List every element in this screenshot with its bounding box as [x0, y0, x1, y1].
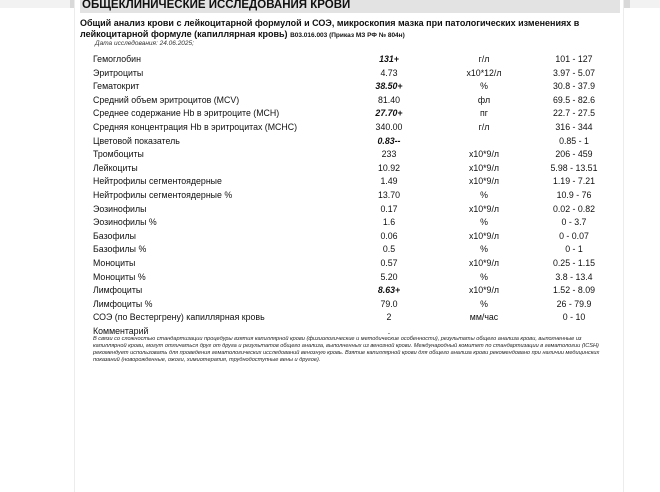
result-name: Базофилы %	[93, 244, 147, 255]
result-unit: %	[480, 81, 488, 92]
analysis-title-text: Общий анализ крови с лейкоцитарной формулой и СОЭ, микроскопия мазка при патологических изменениях в лейкоцитарной формуле (капиллярная кровь)	[80, 18, 580, 39]
result-row	[93, 257, 613, 271]
result-row	[93, 80, 613, 94]
result-row	[93, 121, 613, 135]
result-value: 5.20	[380, 271, 398, 282]
result-reference: 0.25 - 1.15	[552, 257, 596, 268]
result-reference: 0.85 - 1	[559, 135, 589, 146]
result-value: 4.73	[380, 67, 398, 78]
result-unit: %	[480, 217, 488, 228]
result-row	[93, 67, 613, 81]
result-unit: x10*9/л	[468, 176, 500, 187]
result-name: Гематокрит	[93, 81, 140, 92]
result-row	[93, 311, 613, 325]
result-reference: 30.8 - 37.9	[552, 81, 596, 92]
result-reference: 316 - 344	[555, 121, 593, 132]
result-unit: %	[480, 244, 488, 255]
result-unit: x10*12/л	[466, 67, 502, 78]
result-unit: x10*9/л	[468, 162, 500, 173]
result-value: 8.63+	[377, 285, 401, 296]
result-unit: %	[480, 189, 488, 200]
result-name: Лимфоциты %	[93, 298, 153, 309]
result-reference: 0 - 1	[565, 244, 583, 255]
result-unit: x10*9/л	[468, 149, 500, 160]
result-unit: x10*9/л	[468, 230, 500, 241]
result-row	[93, 107, 613, 121]
result-row	[93, 162, 613, 176]
result-row	[93, 271, 613, 285]
study-date: Дата исследования: 24.06.2025;	[95, 40, 194, 47]
result-value: 1.6	[382, 217, 396, 228]
result-name: Моноциты	[93, 257, 136, 268]
result-value: 79.0	[380, 298, 398, 309]
result-name: Лейкоциты	[93, 162, 138, 173]
result-name: Тромбоциты	[93, 149, 144, 160]
result-row	[93, 175, 613, 189]
result-unit: x10*9/л	[468, 257, 500, 268]
result-reference: 1.19 - 7.21	[552, 176, 596, 187]
result-reference: 0 - 10	[562, 312, 586, 323]
result-unit: г/л	[478, 54, 490, 64]
section-title: ОБЩЕКЛИНИЧЕСКИЕ ИССЛЕДОВАНИЯ КРОВИ	[80, 0, 620, 13]
result-name: Лимфоциты	[93, 285, 143, 296]
result-name: Среднее содержание Hb в эритроците (MCH)	[93, 108, 280, 119]
result-reference: 10.9 - 76	[556, 189, 592, 200]
result-reference: 0 - 3.7	[561, 217, 587, 228]
result-value: 2	[386, 312, 392, 323]
result-name: Средняя концентрация Hb в эритроцитах (MCHC)	[93, 121, 298, 132]
result-row	[93, 189, 613, 203]
result-name: Комментарий	[93, 325, 149, 336]
result-row	[93, 298, 613, 312]
result-name: Нейтрофилы сегментоядерные %	[93, 189, 233, 200]
result-name: Цветовой показатель	[93, 135, 180, 146]
result-reference: 26 - 79.9	[556, 298, 592, 309]
result-value: 81.40	[377, 94, 400, 105]
result-value: 0.17	[380, 203, 398, 214]
result-row	[93, 53, 613, 67]
result-row	[93, 94, 613, 108]
result-unit: фл	[477, 94, 491, 105]
result-unit: пг	[480, 108, 488, 119]
result-value: 0.5	[382, 244, 396, 255]
result-value: 10.92	[377, 162, 400, 173]
result-reference: 0 - 0.07	[559, 230, 589, 241]
result-name: СОЭ (по Вестергрену) капиллярная кровь	[93, 312, 265, 323]
result-reference: 69.5 - 82.6	[552, 94, 596, 105]
result-unit: %	[480, 271, 488, 282]
result-name: Базофилы	[93, 230, 137, 241]
results-table	[93, 53, 613, 338]
result-unit: %	[480, 298, 488, 309]
result-reference: 1.52 - 8.09	[552, 285, 596, 296]
result-row	[93, 243, 613, 257]
result-name: Нейтрофилы сегментоядерные	[93, 176, 222, 187]
result-reference: 101 - 127	[555, 54, 593, 64]
result-name: Средний объем эритроцитов (MCV)	[93, 94, 240, 105]
analysis-code: B03.016.003 (Приказ МЗ РФ № 804н)	[290, 32, 405, 39]
analysis-title	[80, 18, 620, 41]
result-value: 0.57	[380, 257, 398, 268]
result-value: 38.50+	[375, 81, 403, 92]
result-value: .	[387, 325, 391, 336]
result-reference: 3.97 - 5.07	[552, 67, 596, 78]
result-row	[93, 284, 613, 298]
result-reference: 5.98 - 13.51	[550, 162, 598, 173]
result-value: 0.83--	[377, 135, 401, 146]
result-value: 0.06	[380, 230, 398, 241]
result-value: 131+	[379, 54, 399, 64]
result-value: 27.70+	[375, 108, 403, 119]
result-row	[93, 148, 613, 162]
result-name: Эозинофилы	[93, 203, 147, 214]
result-reference: 206 - 459	[555, 149, 593, 160]
result-value: 1.49	[380, 176, 398, 187]
result-unit: мм/час	[469, 312, 499, 323]
result-unit: x10*9/л	[468, 285, 500, 296]
result-name: Эозинофилы %	[93, 217, 157, 228]
result-name: Гемоглобин	[93, 54, 141, 64]
result-row	[93, 216, 613, 230]
result-row	[93, 135, 613, 149]
result-reference: 3.8 - 13.4	[555, 271, 593, 282]
result-value: 233	[381, 149, 397, 160]
result-name: Моноциты %	[93, 271, 146, 282]
result-unit: г/л	[478, 121, 490, 132]
result-name: Эритроциты	[93, 67, 144, 78]
result-unit: x10*9/л	[468, 203, 500, 214]
result-row	[93, 230, 613, 244]
result-row	[93, 203, 613, 217]
result-reference: 0.02 - 0.82	[552, 203, 596, 214]
result-value: 13.70	[377, 189, 400, 200]
result-reference: 22.7 - 27.5	[552, 108, 596, 119]
result-value: 340.00	[375, 121, 403, 132]
disclaimer-note: В связи со сложностью стандартизации процедуры взятия капиллярной крови (физиологические и методические особенности), результаты общего анализа крови, выполненные из капиллярной крови, могут отличаться друг от друга и результатов общего анализа, выполненных из венозной крови. Международный комитет по стандартизации в гематологии (ICSH) рекомендует использовать для проведения гематологических исследований венозную кровь. Взятие капиллярной крови для общего анализа крови рекомендовано при наличии медицинских показаний (новорожденные, ожоги, химиотерапия, труднодоступные вены и другое).	[93, 336, 600, 363]
